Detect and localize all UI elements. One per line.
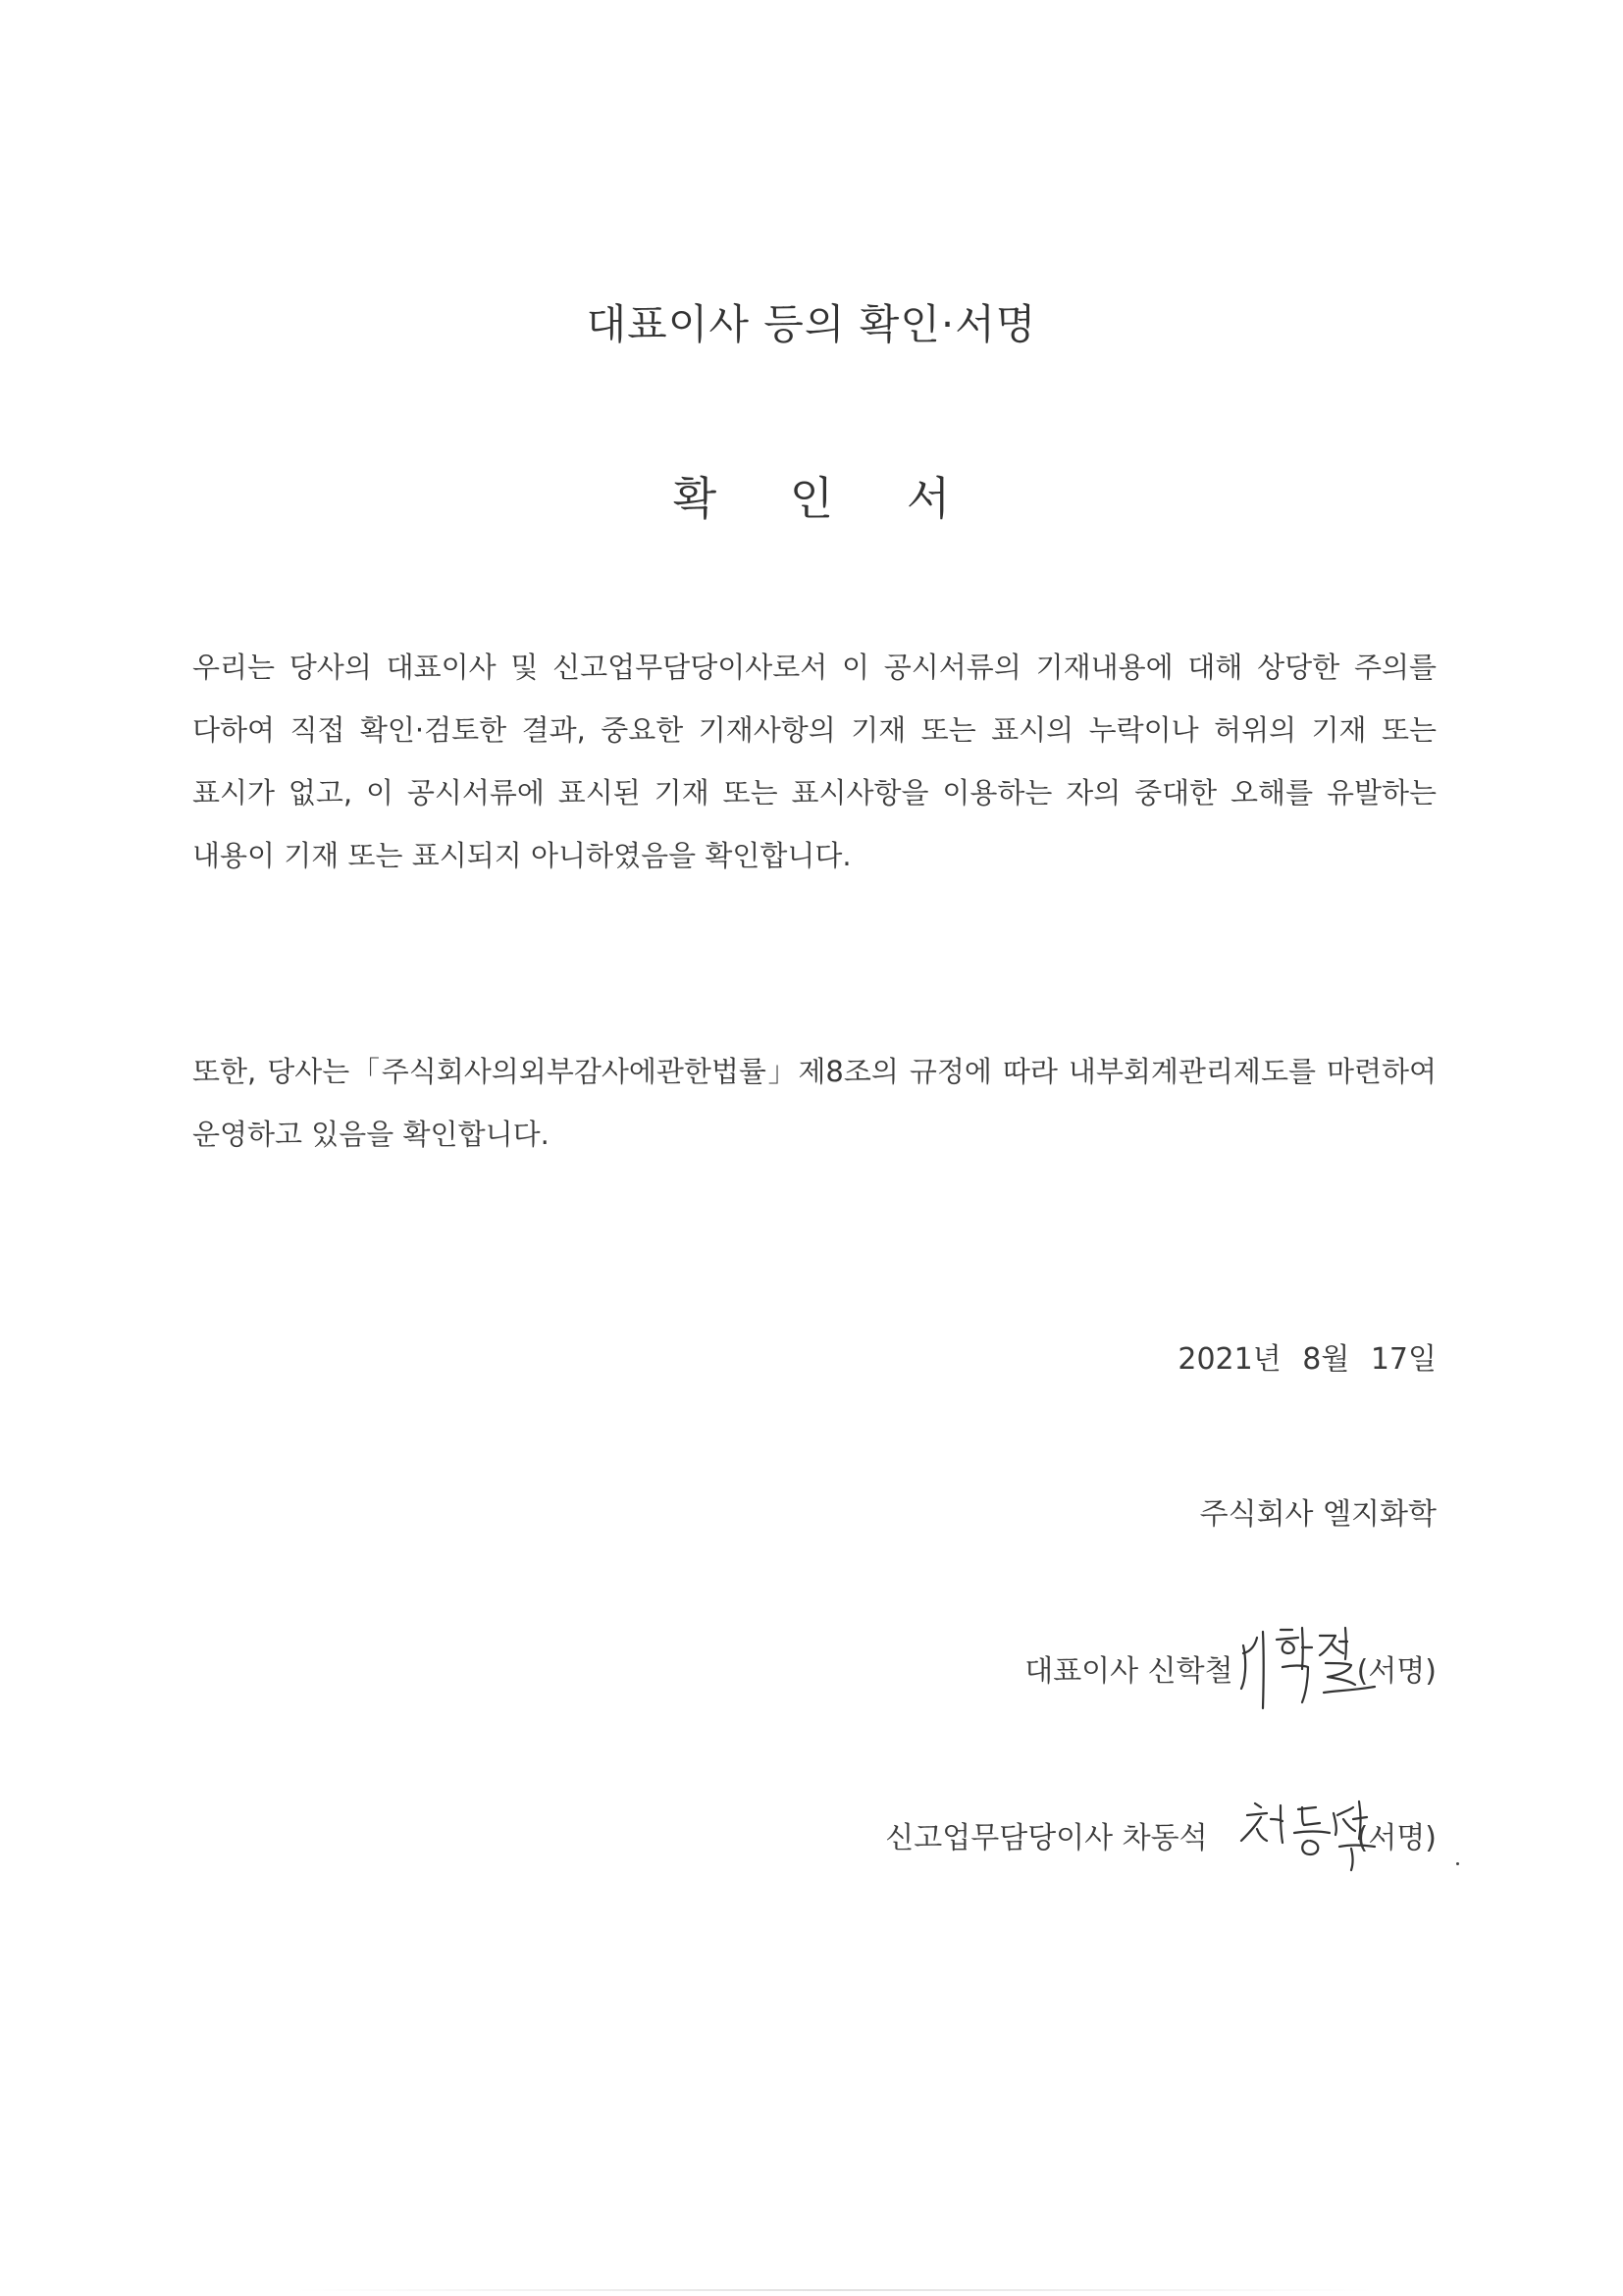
company-name: 주식회사 엘지화학 bbox=[1199, 1497, 1437, 1532]
cfo-sign-label: (서명) bbox=[1356, 1821, 1437, 1855]
ceo-signature-line bbox=[1024, 1629, 1437, 1707]
document-heading: 대표이사 등의 확인·서명 bbox=[586, 300, 1037, 348]
scan-artifact-line bbox=[294, 2289, 1374, 2291]
document-title: 확 인 서 bbox=[672, 472, 980, 525]
document-date: 2021년 8월 17일 bbox=[1178, 1342, 1437, 1377]
scan-speck bbox=[1456, 1862, 1459, 1865]
ceo-sign-label: (서명) bbox=[1356, 1654, 1437, 1689]
confirmation-paragraph: 우리는 당사의 대표이사 및 신고업무담당이사로서 이 공시서류의 기재내용에 대해 상당한 주의를 다하여 직접 확인·검토한 결과, 중요한 기재사항의 기재 또는 표시의 누락이나 허위의 기재 또는 표시가 없고, 이 공시서류에 표시된 기재 또는 표시사항을 이용하는 자의 중대한 오해를 유발하는 내용이 기재 또는 표시되지 아니하였음을 확인합니다. bbox=[192, 651, 1437, 872]
ceo-role-name: 대표이사 신학철 bbox=[1024, 1654, 1233, 1689]
internal-control-paragraph: 또한, 당사는「주식회사의외부감사에관한법률」제8조의 규정에 따라 내부회계관리제도를 마련하여 운영하고 있음을 확인합니다. bbox=[192, 1055, 1437, 1151]
cfo-role-name: 신고업무담당이사 차동석 bbox=[885, 1821, 1208, 1855]
cfo-signature-line bbox=[885, 1796, 1437, 1874]
